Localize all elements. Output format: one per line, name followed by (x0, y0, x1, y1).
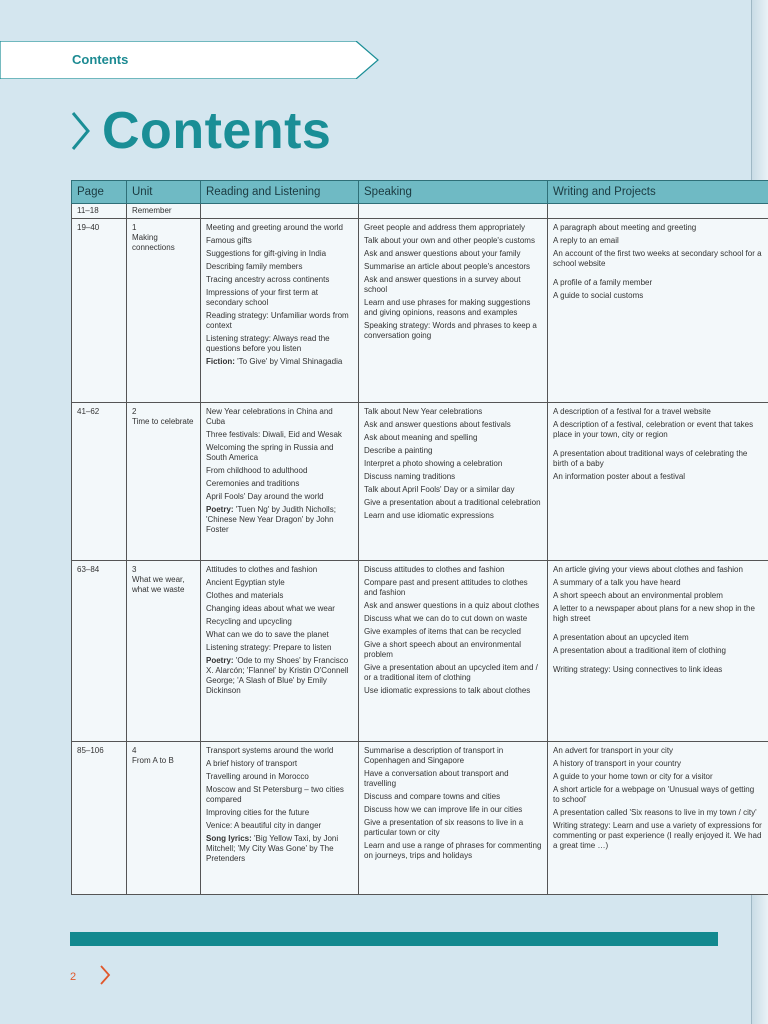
list-item: Tracing ancestry across continents (206, 275, 330, 284)
list-item: A paragraph about meeting and greeting (553, 223, 697, 232)
column-header-speaking: Speaking (359, 181, 548, 204)
column-header-unit: Unit (127, 181, 201, 204)
list-item: Discuss attitudes to clothes and fashion (364, 565, 505, 574)
unit-cell (127, 561, 201, 742)
list-item: An advert for transport in your city (553, 746, 674, 755)
list-item: Writing strategy: Using connectives to link ideas (553, 665, 723, 674)
list-item: Famous gifts (206, 236, 252, 245)
list-item: Summarise an article about people's ancestors (364, 262, 531, 271)
list-item: Describing family members (206, 262, 303, 271)
list-item: A history of transport in your country (553, 759, 682, 768)
literature-item (206, 656, 353, 696)
list-item: Attitudes to clothes and fashion (206, 565, 318, 574)
list-item: Summarise a description of transport in Copenhagen and Singapore (364, 746, 504, 765)
literature-label: Fiction: (206, 357, 235, 366)
table-row-unit-4 (72, 742, 768, 895)
speaking-cell (359, 561, 548, 742)
page-range: 41–62 (72, 403, 127, 561)
banner-arrow-shape (0, 41, 380, 79)
list-item: Ask and answer questions in a quiz about clothes (364, 601, 540, 610)
writing-cell (548, 561, 768, 742)
speaking-cell (359, 742, 548, 895)
list-item: An information poster about a festival (553, 472, 686, 481)
page-range: 11–18 (72, 204, 127, 219)
unit-number: 3 (132, 565, 137, 574)
table-row-unit-1 (72, 219, 768, 403)
list-item: Interpret a photo showing a celebration (364, 459, 503, 468)
literature-label: Song lyrics: (206, 834, 252, 843)
unit-title: What we wear, what we waste (132, 575, 185, 594)
list-item: Three festivals: Diwali, Eid and Wesak (206, 430, 342, 439)
table-header-row (72, 181, 768, 204)
list-item: Ask and answer questions in a survey about school (364, 275, 521, 294)
list-item: A guide to social customs (553, 291, 644, 300)
literature-text: 'Big Yellow Taxi, by Joni Mitchell; 'My City Was Gone' by The Pretenders (206, 834, 339, 863)
list-item: Discuss how we can improve life in our cities (364, 805, 523, 814)
literature-label: Poetry: (206, 505, 234, 514)
empty-cell (359, 204, 548, 219)
list-item: Clothes and materials (206, 591, 284, 600)
chevron-right-icon (70, 110, 92, 152)
writing-cell (548, 219, 768, 403)
list-item: Listening strategy: Prepare to listen (206, 643, 332, 652)
literature-item (206, 357, 353, 367)
list-item: Describe a painting (364, 446, 433, 455)
list-item: A presentation called 'Six reasons to live in my town / city' (553, 808, 757, 817)
list-item: Talk about your own and other people's customs (364, 236, 535, 245)
list-item: An account of the first two weeks at secondary school for a school website (553, 249, 762, 268)
list-item: Ask about meaning and spelling (364, 433, 478, 442)
list-item: Changing ideas about what we wear (206, 604, 335, 613)
literature-label: Poetry: (206, 656, 234, 665)
list-item: Compare past and present attitudes to clothes and fashion (364, 578, 528, 597)
chevron-right-icon (99, 964, 111, 986)
writing-cell (548, 403, 768, 561)
list-item: A short speech about an environmental problem (553, 591, 723, 600)
list-item: Suggestions for gift-giving in India (206, 249, 327, 258)
empty-cell (201, 204, 359, 219)
list-item: Impressions of your first term at secondary school (206, 288, 319, 307)
list-item: Meeting and greeting around the world (206, 223, 343, 232)
list-item: Give examples of items that can be recycled (364, 627, 521, 636)
list-item: Greet people and address them appropriately (364, 223, 525, 232)
list-item: A profile of a family member (553, 278, 653, 287)
title-block (70, 96, 331, 166)
reading-cell (201, 219, 359, 403)
page-range: 19–40 (72, 219, 127, 403)
reading-cell (201, 742, 359, 895)
unit-cell (127, 403, 201, 561)
unit-number: 1 (132, 223, 137, 232)
list-item: Travelling around in Morocco (206, 772, 309, 781)
unit-cell (127, 219, 201, 403)
page-range: 85–106 (72, 742, 127, 895)
footer-bar (70, 932, 718, 946)
list-item: Give a presentation about an upcycled item and / or a traditional item of clothing (364, 663, 538, 682)
column-header-reading: Reading and Listening (201, 181, 359, 204)
list-item: Use idiomatic expressions to talk about clothes (364, 686, 531, 695)
list-item: Writing strategy: Learn and use a variety of expressions for commenting or past experience (I really enjoyed it. We had a great time …) (553, 821, 762, 850)
speaking-cell (359, 403, 548, 561)
list-item: Improving cities for the future (206, 808, 310, 817)
list-item: Discuss what we can do to cut down on waste (364, 614, 528, 623)
unit-cell (127, 742, 201, 895)
list-item: Learn and use idiomatic expressions (364, 511, 494, 520)
list-item: A summary of a talk you have heard (553, 578, 681, 587)
list-item: A short article for a webpage on 'Unusual ways of getting to school' (553, 785, 755, 804)
reading-cell (201, 561, 359, 742)
list-item: Learn and use phrases for making suggestions and giving opinions, reasons and examples (364, 298, 531, 317)
list-item: Talk about New Year celebrations (364, 407, 483, 416)
unit-title: Making connections (132, 233, 175, 252)
list-item: What can we do to save the planet (206, 630, 329, 639)
list-item: Reading strategy: Unfamiliar words from context (206, 311, 349, 330)
list-item: A presentation about a traditional item of clothing (553, 646, 726, 655)
list-item: Venice: A beautiful city in danger (206, 821, 322, 830)
list-item: Discuss naming traditions (364, 472, 456, 481)
list-item: An article giving your views about clothes and fashion (553, 565, 743, 574)
list-item: Ask and answer questions about festivals (364, 420, 511, 429)
list-item: Recycling and upcycling (206, 617, 292, 626)
list-item: Have a conversation about transport and travelling (364, 769, 509, 788)
empty-cell (548, 204, 768, 219)
reading-cell (201, 403, 359, 561)
table-row-unit-2 (72, 403, 768, 561)
page-title: Contents (102, 102, 332, 160)
list-item: A presentation about an upcycled item (553, 633, 689, 642)
list-item: A presentation about traditional ways of celebrating the birth of a baby (553, 449, 748, 468)
contents-banner (0, 41, 380, 79)
list-item: Talk about April Fools' Day or a similar day (364, 485, 515, 494)
list-item: Ask and answer questions about your family (364, 249, 521, 258)
unit-title: Remember (127, 204, 201, 219)
literature-text: 'Tuen Ng' by Judith Nicholls; 'Chinese New Year Dragon' by John Foster (206, 505, 336, 534)
list-item: Give a presentation about a traditional celebration (364, 498, 541, 507)
list-item: Transport systems around the world (206, 746, 334, 755)
list-item: Speaking strategy: Words and phrases to keep a conversation going (364, 321, 537, 340)
list-item: A letter to a newspaper about plans for a new shop in the high street (553, 604, 755, 623)
list-item: A brief history of transport (206, 759, 298, 768)
literature-item (206, 505, 353, 535)
literature-item (206, 834, 353, 864)
unit-title: Time to celebrate (132, 417, 194, 426)
unit-number: 4 (132, 746, 137, 755)
list-item: Give a presentation of six reasons to live in a particular town or city (364, 818, 524, 837)
column-header-writing: Writing and Projects (548, 181, 768, 204)
list-item: Learn and use a range of phrases for commenting on journeys, trips and holidays (364, 841, 542, 860)
literature-text: 'To Give' by Vimal Shinagadia (234, 357, 343, 366)
list-item: Give a short speech about an environmental problem (364, 640, 521, 659)
list-item: New Year celebrations in China and Cuba (206, 407, 333, 426)
unit-title: From A to B (132, 756, 174, 765)
list-item: Discuss and compare towns and cities (364, 792, 501, 801)
list-item: Ancient Egyptian style (206, 578, 285, 587)
writing-cell (548, 742, 768, 895)
list-item: A guide to your home town or city for a visitor (553, 772, 713, 781)
contents-table (71, 180, 768, 895)
column-header-page: Page (72, 181, 127, 204)
list-item: A reply to an email (553, 236, 619, 245)
literature-text: 'Ode to my Shoes' by Francisco X. Alarcón; 'Flannel' by Kristin O'Connell George; 'A Slash of Blue' by Emily Dickinson (206, 656, 349, 695)
list-item: Listening strategy: Always read the questions before you listen (206, 334, 330, 353)
banner-label: Contents (72, 52, 129, 67)
list-item: A description of a festival for a travel website (553, 407, 711, 416)
list-item: April Fools' Day around the world (206, 492, 324, 501)
list-item: From childhood to adulthood (206, 466, 308, 475)
list-item: Moscow and St Petersburg – two cities compared (206, 785, 344, 804)
page-number: 2 (70, 971, 77, 983)
unit-number: 2 (132, 407, 137, 416)
speaking-cell (359, 219, 548, 403)
table-row-unit-3 (72, 561, 768, 742)
list-item: Ceremonies and traditions (206, 479, 300, 488)
list-item: Welcoming the spring in Russia and South America (206, 443, 334, 462)
page-range: 63–84 (72, 561, 127, 742)
list-item: A description of a festival, celebration or event that takes place in your town, city or region (553, 420, 754, 439)
table-row-remember (72, 204, 768, 219)
